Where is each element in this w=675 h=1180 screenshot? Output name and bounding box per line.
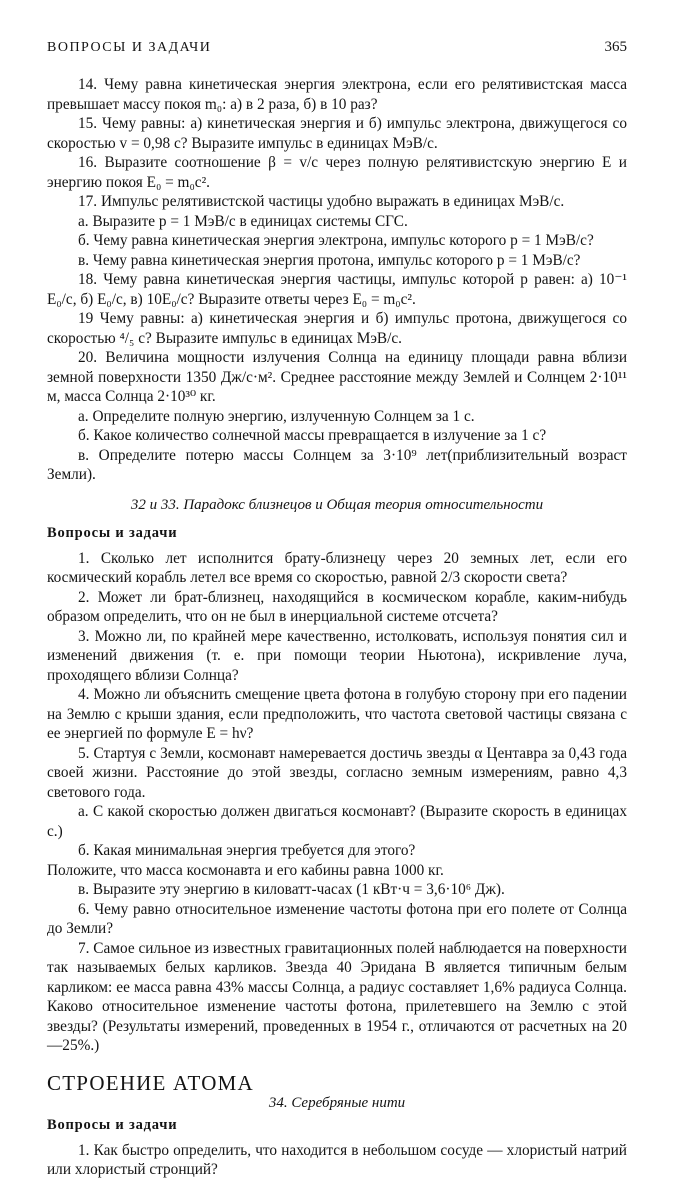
- problem-18: 18. Чему равна кинетическая энергия частицы, импульс которой p равен: а) 10⁻¹ E₀/c, б) E₀/c, в) 10E₀/c? Выразите ответы через E₀ = m₀c².: [47, 271, 627, 308]
- problem-19: 19 Чему равны: а) кинетическая энергия и б) импульс протона, движущегося со скоростью ⁴/₅ c? Выразите импульс в единицах МэВ/c.: [47, 310, 627, 347]
- running-head: ВОПРОСЫ И ЗАДАЧИ: [47, 40, 212, 55]
- problem-20: 20. Величина мощности излучения Солнца на единицу площади равна вблизи земной поверхности 1350 Дж/с·м². Среднее расстояние между Землей и Солнцем 2·10¹¹ м, масса Солнца 2·10³⁰ кг.: [47, 349, 627, 405]
- page: [47, 39, 627, 1180]
- question-5c: в. Выразите эту энергию в киловатт-часах (1 кВт·ч = 3,6·10⁶ Дж).: [78, 881, 505, 898]
- problem-14: 14. Чему равна кинетическая энергия электрона, если его релятивистская масса превышает массу покоя m₀: а) в 2 раза, б) в 10 раз?: [47, 76, 627, 113]
- problem-17c: в. Чему равна кинетическая энергия протона, импульс которого p = 1 МэВ/c?: [78, 251, 581, 269]
- problem-17b: б. Чему равна кинетическая энергия электрона, импульс которого p = 1 МэВ/c?: [78, 232, 594, 249]
- problem-20b: б. Какое количество солнечной массы превращается в излучение за 1 с?: [78, 427, 547, 444]
- question-5a: а. С какой скоростью должен двигаться космонавт? (Выразите скорость в единицах c.): [47, 803, 627, 840]
- chapter-question-1: 1. Как быстро определить, что находится в небольшом сосуде — хлористый натрий или хлористый стронций?: [47, 1141, 627, 1178]
- problem-20c: в. Определите потерю массы Солнцем за 3·10⁹ лет(приблизительный возраст Земли).: [47, 446, 627, 483]
- question-5b: б. Какая минимальная энергия требуется для этого?: [78, 842, 416, 859]
- question-7: 7. Самое сильное из известных гравитационных полей наблюдается на поверхности так называемых белых карликов. Звезда 40 Эридана В является типичным белым карликом: ее масса равна 43% массы Солнца, а радиус составляет 1,6% радиуса Солнца. Каково относительное изменение частоты фотона, прилетевшего на Землю с этой звезды? (Результаты измерений, проведенных в 1954 г., отличаются от расчетных на 20—25%.): [47, 939, 627, 1054]
- question-1: 1. Сколько лет исполнится брату-близнецу через 20 земных лет, если его космический корабль летел все время со скоростью, равной 2/3 скорости света?: [47, 549, 627, 586]
- problem-17a: а. Выразите p = 1 МэВ/c в единицах системы СГС.: [78, 212, 408, 230]
- section-title-34: 34. Серебряные нити: [268, 1094, 406, 1111]
- problem-15: 15. Чему равны: а) кинетическая энергия и б) импульс электрона, движущегося со скоростью v = 0,98 c? Выразите импульс в единицах МэВ/c.: [47, 115, 627, 152]
- question-5: 5. Стартуя с Земли, космонавт намеревается достичь звезды α Центавра за 0,43 года своей жизни. Расстояние до этой звезды, согласно земным измерениям, равно 4,3 светового года.: [47, 744, 627, 801]
- questions-heading: Вопросы и задачи: [47, 524, 178, 541]
- page-header: [47, 39, 627, 61]
- problem-17: 17. Импульс релятивистской частицы удобно выражать в единицах МэВ/c.: [78, 193, 565, 210]
- page-number: 365: [604, 39, 627, 55]
- question-5-note: Положите, что масса космонавта и его кабины равна 1000 кг.: [47, 861, 444, 879]
- problem-16: 16. Выразите соотношение β = v/c через полную релятивистскую энергию E и энергию покоя E₀ = m₀c².: [47, 154, 627, 191]
- question-2: 2. Может ли брат-близнец, находящийся в космическом корабле, каким-нибудь образом определить, что он не был в инерциальной системе отсчета?: [47, 588, 627, 625]
- problem-20a: а. Определите полную энергию, излученную Солнцем за 1 с.: [78, 407, 475, 425]
- question-6: 6. Чему равно относительное изменение частоты фотона при его полете от Солнца до Земли?: [47, 900, 627, 937]
- question-4: 4. Можно ли объяснить смещение цвета фотона в голубую сторону при его падении на Землю с крыши здания, если предположить, что частота световой частицы связана с ее энергией по формуле E = hν?: [47, 686, 627, 742]
- section-title-32-33: 32 и 33. Парадокс близнецов и Общая теория относительности: [130, 496, 544, 513]
- chapter-title: СТРОЕНИЕ АТОМА: [47, 1070, 254, 1095]
- question-3: 3. Можно ли, по крайней мере качественно, истолковать, используя понятия сил и изменений движения (т. е. при помощи теории Ньютона), искривление луча, проходящего вблизи Солнца?: [47, 627, 627, 684]
- chapter-questions-heading: Вопросы и задачи: [47, 1116, 178, 1133]
